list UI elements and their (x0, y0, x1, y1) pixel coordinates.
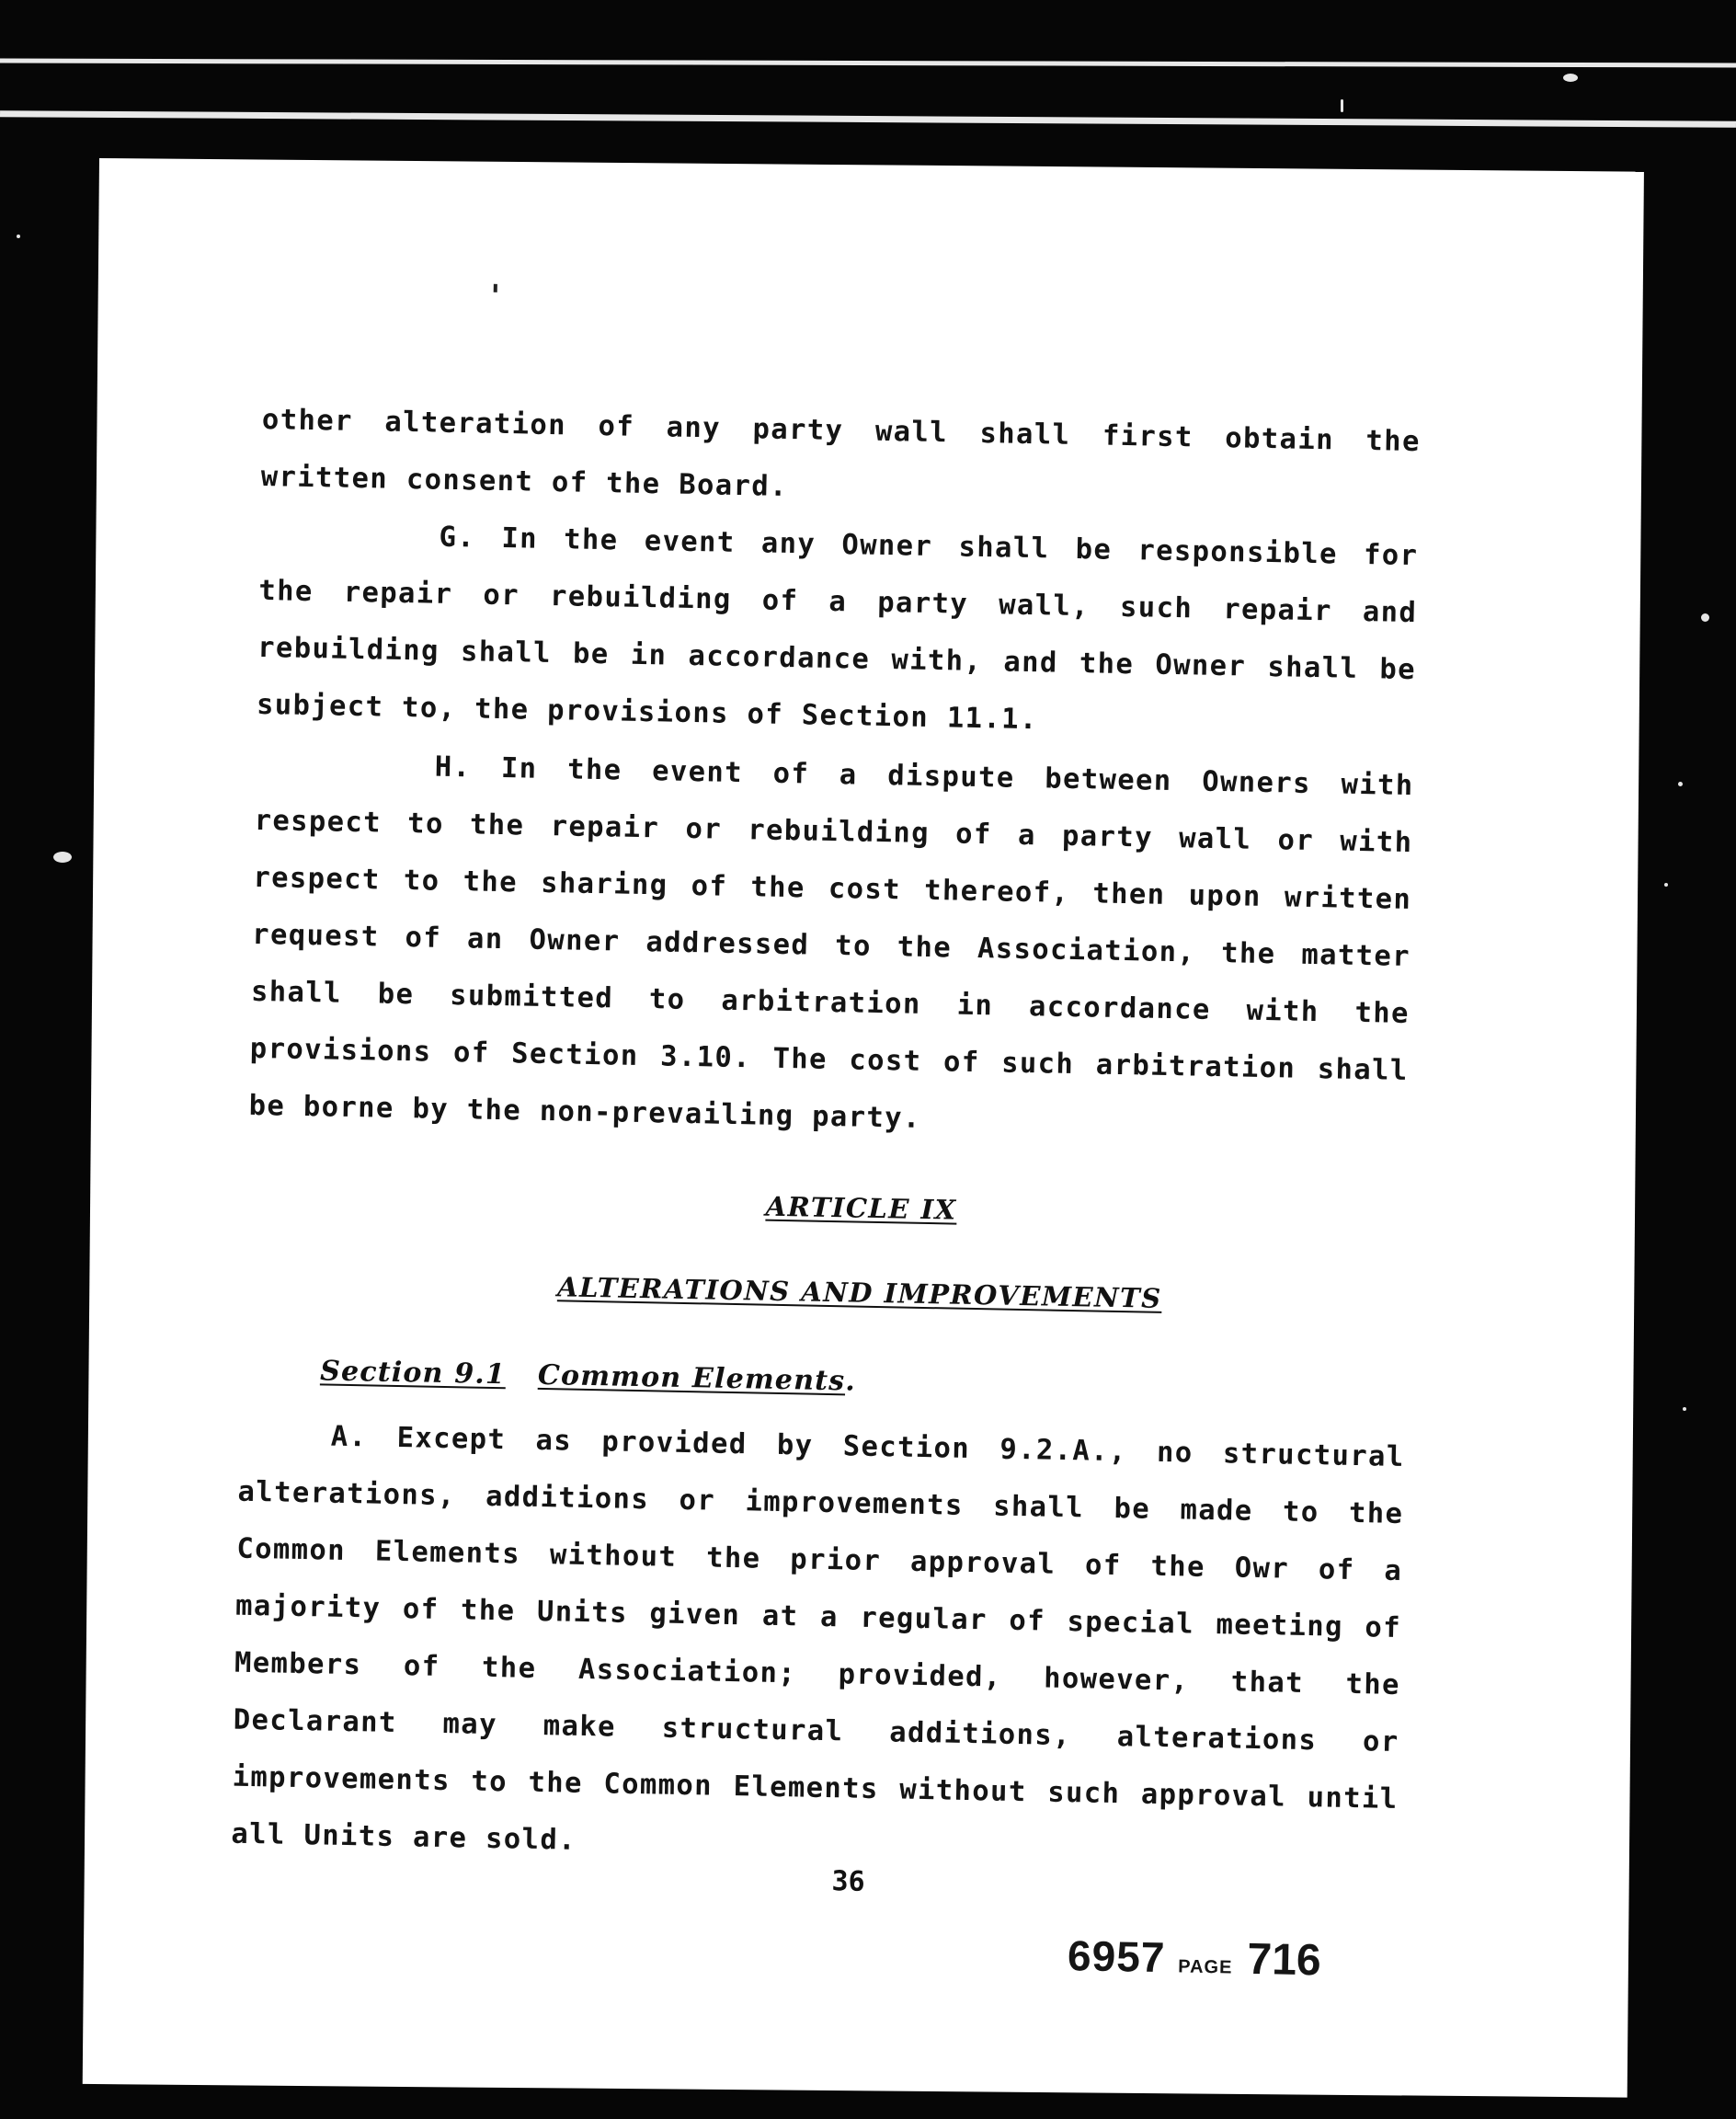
scan-speck (1701, 613, 1709, 622)
section-period: . (844, 1365, 857, 1398)
paragraph-a (231, 1407, 1405, 1885)
document-page (83, 158, 1644, 2098)
section-heading (320, 1355, 856, 1397)
paragraph-f-continuation (260, 392, 1421, 528)
paragraph-a-text: A. Except as provided by Section 9.2.A., no structural alterations, additions or improvements shall be made to the Common Elements without the prior approval of the Owr of a majority of the Units given at a regular of special meeting of Members of the Association; provided, however, that the Declarant may make structural additions, alterations or improvements to the Common Elements without such approval until all Units are sold. (231, 1420, 1405, 1857)
ink-mark (494, 284, 497, 292)
recording-stamp (1068, 1930, 1322, 1986)
book-number: 6957 (1067, 1931, 1166, 1982)
page-label: PAGE (1178, 1956, 1233, 1978)
scan-speck (1341, 99, 1343, 112)
paragraph-f-text: other alteration of any party wall shall first obtain the written consent of the Board. (260, 403, 1422, 503)
article-title: ALTERATIONS AND IMPROVEMENTS (556, 1271, 1162, 1314)
scan-speck (17, 235, 20, 238)
paragraph-h (248, 736, 1414, 1157)
paragraph-g-text: G. In the event any Owner shall be responsible for the repair or rebuilding of a party wall, such repair and rebuilding shall be in accordance with, and the Owner shall be subject to, the provisions of Section 11.1. (256, 521, 1419, 737)
paragraph-g (256, 506, 1419, 756)
page-number: 36 (831, 1865, 865, 1898)
scan-speck (1678, 782, 1683, 786)
scan-speck (1683, 1407, 1686, 1411)
document-content (72, 150, 1653, 2105)
book-page-number: 716 (1247, 1934, 1322, 1986)
article-heading: ARTICLE IX (765, 1190, 957, 1226)
scan-speck (1563, 74, 1578, 82)
section-name: Common Elements (537, 1358, 846, 1398)
scan-speck (53, 852, 72, 863)
paragraph-h-text: H. In the event of a dispute between Owners with respect to the repair or rebuilding of a party wall or with respect to the sharing of the cost thereof, then upon written request of an Owner addressed to the Association, the matter shall be submitted to arbitration in accordance with the provisions of Section 3.10. The cost of such arbitration shall be borne by the non-prevailing party. (248, 750, 1414, 1135)
section-number: Section 9.1 (319, 1355, 507, 1392)
scan-speck (1664, 883, 1668, 887)
